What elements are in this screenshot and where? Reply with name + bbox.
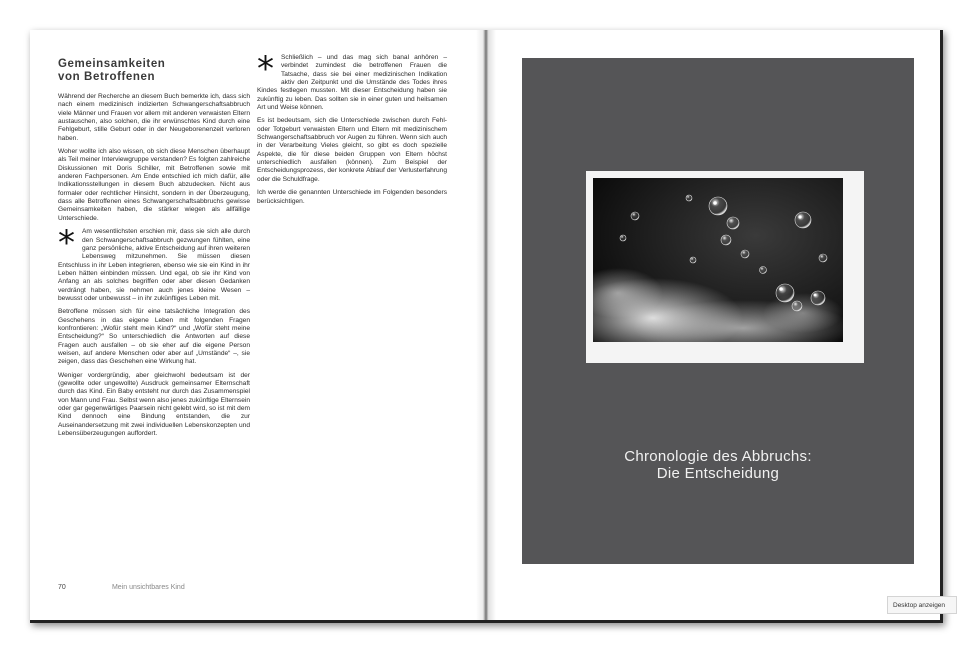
heading-line-2: von Betroffenen bbox=[58, 71, 156, 83]
paragraph-1: Während der Recherche an diesem Buch bemerkte ich, dass sich nach einem medizinisch indizierten Schwangerschaftsabbruch viele Männer und Frauen vor allem mit anderen verwaisten Eltern austauschen, also solchen, die ihr erwünschtes Kind durch eine Fehlgeburt, stille Geburt oder in der Neugeborenenzeit verloren haben. bbox=[58, 93, 250, 142]
left-page bbox=[30, 30, 485, 620]
open-book-spread bbox=[30, 30, 943, 623]
chapter-panel bbox=[522, 58, 914, 564]
left-column bbox=[58, 54, 250, 443]
book-gutter bbox=[476, 30, 496, 620]
page-footer bbox=[58, 584, 185, 591]
paragraph-6: Schließlich – und das mag sich banal anhören – verbindet zumindest die betroffenen Frauen die Tatsache, dass sie bei einer medizinischen Indikation aktiv den Zeitpunkt und die Umstände des Todes ihres Kindes festlegen mussten. Mit dieser Entscheidung haben sie zukünftig zu leben. Das sollten sie in einer guten und heilsamen Art und Weise können. bbox=[257, 54, 447, 112]
soap-bubbles-photo bbox=[593, 178, 843, 342]
paragraph-3: Am wesentlichsten erschien mir, dass sie sich alle durch den Schwangerschaftsabbruch gezwungen fühlten, eine ganz persönliche, aktive Entscheidung auf ihren weiteren Lebensweg mitzunehmen. Sie müssen diesen Entschluss in ihr Leben integrieren, ebenso wie sie ein Kind in ihr Leben hätten einbinden müssen. Und egal, ob sie ihr Kind von Anfang an als solches begriffen oder aber diesen Gedanken verdrängt haben, sie nehmen auch jenes kleine Wesen – bewusst oder unbewusst – in ihr zukünftiges Leben mit. bbox=[58, 228, 250, 302]
asterisk-icon: * bbox=[257, 49, 274, 89]
paragraph-2: Woher wollte ich also wissen, ob sich diese Menschen überhaupt als Teil meiner Interviewgruppe verstanden? Es folgten zahlreiche Diskussionen mit Doris Schiller, mit Betroffenen sowie mit anderen Fachpersonen. Am Ende entschied ich mich dafür, alle Indikationsstellungen in diesem Buch abzudecken. Nicht aus formaler oder rechtlicher Hinsicht, sondern in der Überzeugung, dass alle Betroffenen eines Schwangerschaftsabbruchs gewisse Gemeinsamkeiten haben, die stärker wiegen als allfällige Unterschiede. bbox=[58, 148, 250, 222]
paragraph-4: Betroffene müssen sich für eine tatsächliche Integration des Geschehens in das eigene Leben mit folgenden Fragen konfrontieren: „Wofür steht mein Kind?“ und „Wofür steht meine Entscheidung?“ So unterschiedlich die Antworten auf diese Fragen auch ausfallen – ob sie eher auf die eigene Person weisen, auf andere Menschen oder aber auf „Umstände“ –, sie zeigen, dass das Geschehen eine Wirkung hat. bbox=[58, 308, 250, 366]
running-title: Mein unsichtbares Kind bbox=[111, 584, 185, 591]
chapter-title-line-2: Die Entscheidung bbox=[656, 465, 780, 482]
paragraph-7: Es ist bedeutsam, sich die Unterschiede zwischen durch Fehl- oder Totgeburt verwaisten Eltern und Eltern mit medizinischem Schwangerschaftsabbruch vor Augen zu führen. Wenn sich auch in der Verarbeitung Vieles gleicht, so gibt es doch spezielle Aspekte, die für diese beiden Gruppen von Eltern höchst unterschiedlich ausfallen (können). Zum Beispiel der Entscheidungsprozess, der konkrete Ablauf der Verlusterfahrung oder die Schuldfrage. bbox=[257, 117, 447, 183]
starred-paragraph-2 bbox=[257, 49, 447, 112]
right-column bbox=[257, 49, 447, 211]
chapter-title bbox=[522, 448, 914, 482]
chapter-title-line-1: Chronologie des Abbruchs: bbox=[624, 448, 812, 465]
heading-line-1: Gemeinsamkeiten bbox=[58, 58, 166, 70]
show-desktop-button[interactable]: Desktop anzeigen bbox=[887, 596, 957, 614]
photo-frame bbox=[586, 171, 864, 363]
page-number: 70 bbox=[58, 584, 66, 591]
paragraph-8: Ich werde die genannten Unterschiede im Folgenden besonders berücksichtigen. bbox=[257, 189, 447, 205]
starred-paragraph bbox=[58, 223, 250, 303]
paragraph-5: Weniger vordergründig, aber gleichwohl bedeutsam ist der (gewollte oder ungewollte) Ausdruck gemeinsamer Elternschaft durch das Kind. Ein Baby entsteht nur durch das Zusammenspiel von Mann und Frau. Selbst wenn also jenes zukünftige Elternsein oder gar gegenwärtiges Paarsein nicht gelebt wird, so ist mit dem Kind dennoch eine Bindung entstanden, die zur Auseinandersetzung mit zwei individuellen Lebenskonzepten und Lebensüberzeugungen auffordert. bbox=[58, 371, 250, 438]
asterisk-icon: * bbox=[58, 223, 75, 264]
section-heading bbox=[58, 58, 250, 84]
right-page bbox=[485, 30, 940, 620]
